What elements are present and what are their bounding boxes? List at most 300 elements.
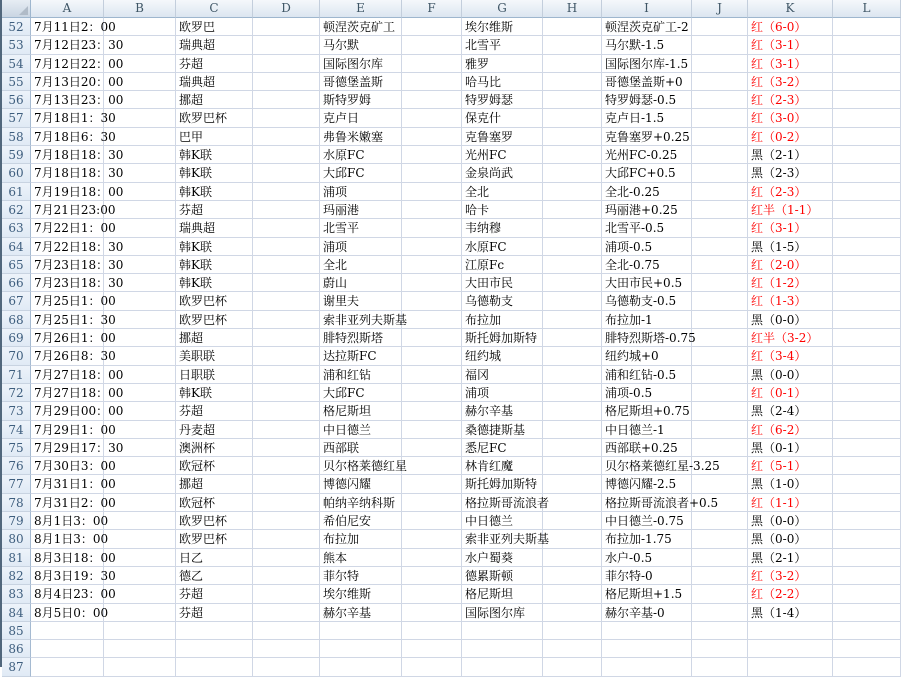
cell-I65[interactable] <box>602 256 692 274</box>
column-header-C[interactable]: C <box>176 0 253 18</box>
cell-L71[interactable] <box>833 366 901 384</box>
cell-L83[interactable] <box>833 585 901 603</box>
cell-F73[interactable] <box>402 402 462 420</box>
cell-H73[interactable] <box>543 402 602 420</box>
cell-L66[interactable] <box>833 274 901 292</box>
cell-H68[interactable] <box>543 311 602 329</box>
cell-K83[interactable] <box>748 585 833 603</box>
cell-F67[interactable] <box>402 292 462 310</box>
cell-G69[interactable] <box>462 329 543 347</box>
cell-F59[interactable] <box>402 146 462 164</box>
cell-K60[interactable] <box>748 164 833 182</box>
cell-L79[interactable] <box>833 512 901 530</box>
cell-D75[interactable] <box>253 439 320 457</box>
cell-H60[interactable] <box>543 164 602 182</box>
cell-H79[interactable] <box>543 512 602 530</box>
cell-C75[interactable] <box>176 439 253 457</box>
cell-I84[interactable] <box>602 604 692 622</box>
cell-C76[interactable] <box>176 457 253 475</box>
cell-A74[interactable] <box>31 421 116 439</box>
cell-D70[interactable] <box>253 347 320 365</box>
cell-F78[interactable] <box>402 494 462 512</box>
cell-I63[interactable] <box>602 219 692 237</box>
cell-H55[interactable] <box>543 73 602 91</box>
cell-I72[interactable] <box>602 384 692 402</box>
cell-J55[interactable] <box>692 73 748 91</box>
cell-H62[interactable] <box>543 201 602 219</box>
cell-G81[interactable] <box>462 549 543 567</box>
cell-I60[interactable] <box>602 164 692 182</box>
cell-C58[interactable] <box>176 128 253 146</box>
cell-I67[interactable] <box>602 292 692 310</box>
cell-D54[interactable] <box>253 55 320 73</box>
cell-L85[interactable] <box>833 622 901 640</box>
cell-C67[interactable] <box>176 292 253 310</box>
cell-D79[interactable] <box>253 512 320 530</box>
cell-L62[interactable] <box>833 201 901 219</box>
cell-H59[interactable] <box>543 146 602 164</box>
cell-L77[interactable] <box>833 475 901 493</box>
cell-I87[interactable] <box>602 658 692 676</box>
cell-G77[interactable] <box>462 475 543 493</box>
cell-D87[interactable] <box>253 658 320 676</box>
cell-D86[interactable] <box>253 640 320 658</box>
cell-D63[interactable] <box>253 219 320 237</box>
cell-D60[interactable] <box>253 164 320 182</box>
cell-D61[interactable] <box>253 183 320 201</box>
cell-G61[interactable] <box>462 183 543 201</box>
cell-E79[interactable] <box>320 512 402 530</box>
cell-E65[interactable] <box>320 256 402 274</box>
cell-J86[interactable] <box>692 640 748 658</box>
cell-H71[interactable] <box>543 366 602 384</box>
row-number-73[interactable]: 73 <box>2 402 31 420</box>
cell-E74[interactable] <box>320 421 402 439</box>
cell-A73[interactable] <box>31 402 124 420</box>
cell-L70[interactable] <box>833 347 901 365</box>
cell-E86[interactable] <box>320 640 402 658</box>
cell-A54[interactable] <box>31 55 124 73</box>
cell-K62[interactable] <box>748 201 833 219</box>
cell-F71[interactable] <box>402 366 462 384</box>
cell-I76[interactable] <box>602 457 720 475</box>
cell-A78[interactable] <box>31 494 116 512</box>
cell-K85[interactable] <box>748 622 833 640</box>
cell-E83[interactable] <box>320 585 402 603</box>
cell-H85[interactable] <box>543 622 602 640</box>
cell-D65[interactable] <box>253 256 320 274</box>
row-number-83[interactable]: 83 <box>2 585 31 603</box>
cell-H76[interactable] <box>543 457 602 475</box>
row-number-56[interactable]: 56 <box>2 91 31 109</box>
cell-C71[interactable] <box>176 366 253 384</box>
cell-D57[interactable] <box>253 109 320 127</box>
column-header-J[interactable]: J <box>692 0 748 18</box>
cell-G58[interactable] <box>462 128 543 146</box>
cell-C53[interactable] <box>176 36 253 54</box>
cell-I57[interactable] <box>602 109 692 127</box>
cell-H58[interactable] <box>543 128 602 146</box>
row-number-66[interactable]: 66 <box>2 274 31 292</box>
cell-D78[interactable] <box>253 494 320 512</box>
cell-I64[interactable] <box>602 238 692 256</box>
cell-L78[interactable] <box>833 494 901 512</box>
cell-J64[interactable] <box>692 238 748 256</box>
cell-D53[interactable] <box>253 36 320 54</box>
cell-K74[interactable] <box>748 421 833 439</box>
cell-H82[interactable] <box>543 567 602 585</box>
cell-J79[interactable] <box>692 512 748 530</box>
cell-G79[interactable] <box>462 512 543 530</box>
cell-F80[interactable] <box>402 530 462 548</box>
cell-K54[interactable] <box>748 55 833 73</box>
cell-C64[interactable] <box>176 238 253 256</box>
cell-B79[interactable] <box>104 512 176 530</box>
cell-J63[interactable] <box>692 219 748 237</box>
cell-A85[interactable] <box>31 622 104 640</box>
cell-F86[interactable] <box>402 640 462 658</box>
cell-K56[interactable] <box>748 91 833 109</box>
cell-A81[interactable] <box>31 549 116 567</box>
cell-J75[interactable] <box>692 439 748 457</box>
cell-K81[interactable] <box>748 549 833 567</box>
cell-L68[interactable] <box>833 311 901 329</box>
cell-A83[interactable] <box>31 585 116 603</box>
cell-I58[interactable] <box>602 128 692 146</box>
cell-D59[interactable] <box>253 146 320 164</box>
cell-F70[interactable] <box>402 347 462 365</box>
cell-E78[interactable] <box>320 494 402 512</box>
cell-A53[interactable] <box>31 36 124 54</box>
cell-K57[interactable] <box>748 109 833 127</box>
cell-G64[interactable] <box>462 238 543 256</box>
cell-K76[interactable] <box>748 457 833 475</box>
row-number-54[interactable]: 54 <box>2 55 31 73</box>
cell-G73[interactable] <box>462 402 543 420</box>
cell-D64[interactable] <box>253 238 320 256</box>
cell-K69[interactable] <box>748 329 833 347</box>
cell-L74[interactable] <box>833 421 901 439</box>
cell-E73[interactable] <box>320 402 402 420</box>
cell-H53[interactable] <box>543 36 602 54</box>
cell-D73[interactable] <box>253 402 320 420</box>
cell-G86[interactable] <box>462 640 543 658</box>
cell-L67[interactable] <box>833 292 901 310</box>
cell-K87[interactable] <box>748 658 833 676</box>
cell-J71[interactable] <box>692 366 748 384</box>
cell-K53[interactable] <box>748 36 833 54</box>
cell-I66[interactable] <box>602 274 692 292</box>
cell-J53[interactable] <box>692 36 748 54</box>
cell-A56[interactable] <box>31 91 124 109</box>
cell-J66[interactable] <box>692 274 748 292</box>
cell-K86[interactable] <box>748 640 833 658</box>
cell-D69[interactable] <box>253 329 320 347</box>
cell-G66[interactable] <box>462 274 543 292</box>
row-number-85[interactable]: 85 <box>2 622 31 640</box>
cell-B84[interactable] <box>104 604 176 622</box>
cell-L52[interactable] <box>833 18 901 36</box>
cell-F63[interactable] <box>402 219 462 237</box>
cell-E76[interactable] <box>320 457 408 475</box>
cell-G87[interactable] <box>462 658 543 676</box>
cell-C81[interactable] <box>176 549 253 567</box>
row-number-59[interactable]: 59 <box>2 146 31 164</box>
cell-L55[interactable] <box>833 73 901 91</box>
cell-I62[interactable] <box>602 201 692 219</box>
cell-E58[interactable] <box>320 128 402 146</box>
cell-E60[interactable] <box>320 164 402 182</box>
cell-E72[interactable] <box>320 384 402 402</box>
cell-K68[interactable] <box>748 311 833 329</box>
cell-K77[interactable] <box>748 475 833 493</box>
cell-L82[interactable] <box>833 567 901 585</box>
cell-L65[interactable] <box>833 256 901 274</box>
cell-J58[interactable] <box>692 128 748 146</box>
cell-A82[interactable] <box>31 567 116 585</box>
cell-G57[interactable] <box>462 109 543 127</box>
cell-G78[interactable] <box>462 494 550 512</box>
cell-C57[interactable] <box>176 109 253 127</box>
cell-H69[interactable] <box>543 329 602 347</box>
cell-I79[interactable] <box>602 512 692 530</box>
cell-A63[interactable] <box>31 219 116 237</box>
cell-J84[interactable] <box>692 604 748 622</box>
column-header-L[interactable]: L <box>833 0 901 18</box>
cell-A77[interactable] <box>31 475 116 493</box>
cell-J57[interactable] <box>692 109 748 127</box>
cell-I80[interactable] <box>602 530 692 548</box>
cell-I71[interactable] <box>602 366 692 384</box>
cell-L86[interactable] <box>833 640 901 658</box>
cell-F54[interactable] <box>402 55 462 73</box>
row-number-77[interactable]: 77 <box>2 475 31 493</box>
cell-F76[interactable] <box>402 457 462 475</box>
cell-J73[interactable] <box>692 402 748 420</box>
cell-C59[interactable] <box>176 146 253 164</box>
cell-G56[interactable] <box>462 91 543 109</box>
cell-G70[interactable] <box>462 347 543 365</box>
row-number-57[interactable]: 57 <box>2 109 31 127</box>
row-number-70[interactable]: 70 <box>2 347 31 365</box>
cell-A60[interactable] <box>31 164 124 182</box>
cell-L53[interactable] <box>833 36 901 54</box>
cell-K71[interactable] <box>748 366 833 384</box>
cell-A59[interactable] <box>31 146 124 164</box>
cell-K70[interactable] <box>748 347 833 365</box>
cell-K63[interactable] <box>748 219 833 237</box>
cell-J72[interactable] <box>692 384 748 402</box>
cell-F82[interactable] <box>402 567 462 585</box>
column-header-A[interactable]: A <box>31 0 104 18</box>
cell-E55[interactable] <box>320 73 402 91</box>
cell-A68[interactable] <box>31 311 116 329</box>
cell-J70[interactable] <box>692 347 748 365</box>
cell-I81[interactable] <box>602 549 692 567</box>
cell-I52[interactable] <box>602 18 692 36</box>
cell-J56[interactable] <box>692 91 748 109</box>
row-number-86[interactable]: 86 <box>2 640 31 658</box>
cell-A67[interactable] <box>31 292 116 310</box>
cell-H66[interactable] <box>543 274 602 292</box>
cell-D77[interactable] <box>253 475 320 493</box>
cell-L59[interactable] <box>833 146 901 164</box>
cell-F81[interactable] <box>402 549 462 567</box>
cell-A62[interactable] <box>31 201 116 219</box>
cell-G65[interactable] <box>462 256 543 274</box>
cell-E80[interactable] <box>320 530 402 548</box>
row-number-76[interactable]: 76 <box>2 457 31 475</box>
cell-J52[interactable] <box>692 18 748 36</box>
cell-F57[interactable] <box>402 109 462 127</box>
row-number-64[interactable]: 64 <box>2 238 31 256</box>
cell-K59[interactable] <box>748 146 833 164</box>
cell-I83[interactable] <box>602 585 692 603</box>
column-header-E[interactable]: E <box>320 0 402 18</box>
cell-F69[interactable] <box>402 329 462 347</box>
cell-L84[interactable] <box>833 604 901 622</box>
cell-C77[interactable] <box>176 475 253 493</box>
cell-D72[interactable] <box>253 384 320 402</box>
row-number-52[interactable]: 52 <box>2 18 31 36</box>
cell-K52[interactable] <box>748 18 833 36</box>
cell-C78[interactable] <box>176 494 253 512</box>
cell-C60[interactable] <box>176 164 253 182</box>
cell-J83[interactable] <box>692 585 748 603</box>
cell-K67[interactable] <box>748 292 833 310</box>
cell-B87[interactable] <box>104 658 176 676</box>
cell-A72[interactable] <box>31 384 124 402</box>
cell-G52[interactable] <box>462 18 543 36</box>
cell-H72[interactable] <box>543 384 602 402</box>
cell-K79[interactable] <box>748 512 833 530</box>
cell-C61[interactable] <box>176 183 253 201</box>
cell-D80[interactable] <box>253 530 320 548</box>
cell-K65[interactable] <box>748 256 833 274</box>
cell-H83[interactable] <box>543 585 602 603</box>
cell-I56[interactable] <box>602 91 692 109</box>
cell-E66[interactable] <box>320 274 402 292</box>
cell-G55[interactable] <box>462 73 543 91</box>
cell-L61[interactable] <box>833 183 901 201</box>
row-number-67[interactable]: 67 <box>2 292 31 310</box>
cell-E61[interactable] <box>320 183 402 201</box>
cell-D67[interactable] <box>253 292 320 310</box>
cell-F84[interactable] <box>402 604 462 622</box>
cell-D55[interactable] <box>253 73 320 91</box>
cell-C74[interactable] <box>176 421 253 439</box>
cell-A64[interactable] <box>31 238 124 256</box>
cell-A58[interactable] <box>31 128 116 146</box>
column-header-G[interactable]: G <box>462 0 543 18</box>
cell-E59[interactable] <box>320 146 402 164</box>
cell-G85[interactable] <box>462 622 543 640</box>
cell-G82[interactable] <box>462 567 543 585</box>
cell-L81[interactable] <box>833 549 901 567</box>
cell-L76[interactable] <box>833 457 901 475</box>
cell-G63[interactable] <box>462 219 543 237</box>
column-header-D[interactable]: D <box>253 0 320 18</box>
column-header-H[interactable]: H <box>543 0 602 18</box>
cell-F85[interactable] <box>402 622 462 640</box>
cell-E84[interactable] <box>320 604 402 622</box>
cell-G84[interactable] <box>462 604 543 622</box>
cell-G76[interactable] <box>462 457 543 475</box>
cell-E62[interactable] <box>320 201 402 219</box>
cell-I85[interactable] <box>602 622 692 640</box>
row-number-75[interactable]: 75 <box>2 439 31 457</box>
cell-C73[interactable] <box>176 402 253 420</box>
cell-H70[interactable] <box>543 347 602 365</box>
cell-G72[interactable] <box>462 384 543 402</box>
cell-F75[interactable] <box>402 439 462 457</box>
cell-L80[interactable] <box>833 530 901 548</box>
cell-E71[interactable] <box>320 366 402 384</box>
cell-A75[interactable] <box>31 439 124 457</box>
cell-E67[interactable] <box>320 292 402 310</box>
row-number-71[interactable]: 71 <box>2 366 31 384</box>
cell-F77[interactable] <box>402 475 462 493</box>
cell-I77[interactable] <box>602 475 692 493</box>
row-number-55[interactable]: 55 <box>2 73 31 91</box>
cell-E54[interactable] <box>320 55 402 73</box>
row-number-60[interactable]: 60 <box>2 164 31 182</box>
cell-J69[interactable] <box>692 329 748 347</box>
cell-D82[interactable] <box>253 567 320 585</box>
cell-A66[interactable] <box>31 274 124 292</box>
cell-C66[interactable] <box>176 274 253 292</box>
cell-F64[interactable] <box>402 238 462 256</box>
row-number-62[interactable]: 62 <box>2 201 31 219</box>
cell-J85[interactable] <box>692 622 748 640</box>
cell-K73[interactable] <box>748 402 833 420</box>
cell-C56[interactable] <box>176 91 253 109</box>
cell-H67[interactable] <box>543 292 602 310</box>
cell-B80[interactable] <box>104 530 176 548</box>
row-number-79[interactable]: 79 <box>2 512 31 530</box>
cell-A65[interactable] <box>31 256 124 274</box>
cell-G67[interactable] <box>462 292 543 310</box>
row-number-53[interactable]: 53 <box>2 36 31 54</box>
cell-C70[interactable] <box>176 347 253 365</box>
cell-J87[interactable] <box>692 658 748 676</box>
column-header-B[interactable]: B <box>104 0 176 18</box>
cell-E63[interactable] <box>320 219 402 237</box>
cell-G74[interactable] <box>462 421 543 439</box>
cell-A87[interactable] <box>31 658 104 676</box>
cell-I73[interactable] <box>602 402 692 420</box>
cell-G62[interactable] <box>462 201 543 219</box>
cell-G75[interactable] <box>462 439 543 457</box>
cell-C72[interactable] <box>176 384 253 402</box>
cell-D52[interactable] <box>253 18 320 36</box>
cell-E56[interactable] <box>320 91 402 109</box>
cell-H87[interactable] <box>543 658 602 676</box>
cell-K55[interactable] <box>748 73 833 91</box>
cell-H86[interactable] <box>543 640 602 658</box>
cell-C80[interactable] <box>176 530 253 548</box>
cell-H56[interactable] <box>543 91 602 109</box>
cell-G71[interactable] <box>462 366 543 384</box>
cell-J77[interactable] <box>692 475 748 493</box>
cell-C86[interactable] <box>176 640 253 658</box>
cell-J74[interactable] <box>692 421 748 439</box>
cell-E75[interactable] <box>320 439 402 457</box>
cell-L60[interactable] <box>833 164 901 182</box>
cell-K84[interactable] <box>748 604 833 622</box>
cell-E70[interactable] <box>320 347 402 365</box>
cell-C63[interactable] <box>176 219 253 237</box>
